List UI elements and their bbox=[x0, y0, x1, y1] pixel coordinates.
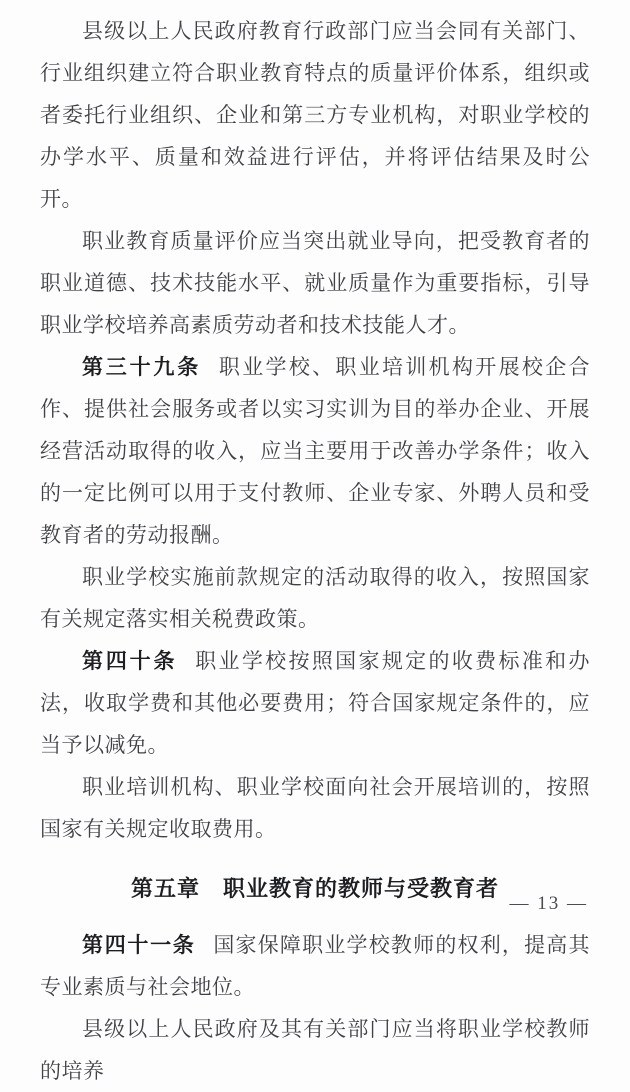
article-number: 第三十九条 bbox=[82, 355, 202, 379]
article-paragraph: 第四十一条 国家保障职业学校教师的权利，提高其专业素质与社会地位。 bbox=[40, 933, 591, 999]
body-paragraph: 职业培训机构、职业学校面向社会开展培训的，按照国家有关规定收取费用。 bbox=[40, 775, 590, 841]
article-paragraph: 第三十九条 职业学校、职业培训机构开展校企合作、提供社会服务或者以实习实训为目的举办企业、开展经营活动取得的收入，应当主要用于改善办学条件；收入的一定比例可以用于支付教师、企业专家、外聘人员和受教育者的劳动报酬。 bbox=[40, 355, 591, 547]
body-paragraph: 职业教育质量评价应当突出就业导向，把受教育者的职业道德、技术技能水平、就业质量作为重要指标，引导职业学校培养高素质劳动者和技术技能人才。 bbox=[40, 229, 590, 337]
body-paragraph: 县级以上人民政府及其有关部门应当将职业学校教师的培养 bbox=[40, 1017, 590, 1083]
article-number: 第四十条 bbox=[82, 649, 178, 673]
article-paragraph: 第四十条 职业学校按照国家规定的收费标准和办法，收取学费和其他必要费用；符合国家规定条件的，应当予以减免。 bbox=[40, 649, 591, 757]
chapter-heading: 第五章 职业教育的教师与受教育者 bbox=[130, 876, 499, 901]
document-body bbox=[40, 10, 590, 1092]
article-number: 第四十一条 bbox=[82, 933, 196, 957]
body-paragraph: 县级以上人民政府教育行政部门应当会同有关部门、行业组织建立符合职业教育特点的质量评价体系，组织或者委托行业组织、企业和第三方专业机构，对职业学校的办学水平、质量和效益进行评估，并将评估结果及时公开。 bbox=[40, 19, 590, 211]
body-paragraph: 职业学校实施前款规定的活动取得的收入，按照国家有关规定落实相关税费政策。 bbox=[40, 565, 590, 631]
page-number: — 13 — bbox=[509, 893, 588, 914]
